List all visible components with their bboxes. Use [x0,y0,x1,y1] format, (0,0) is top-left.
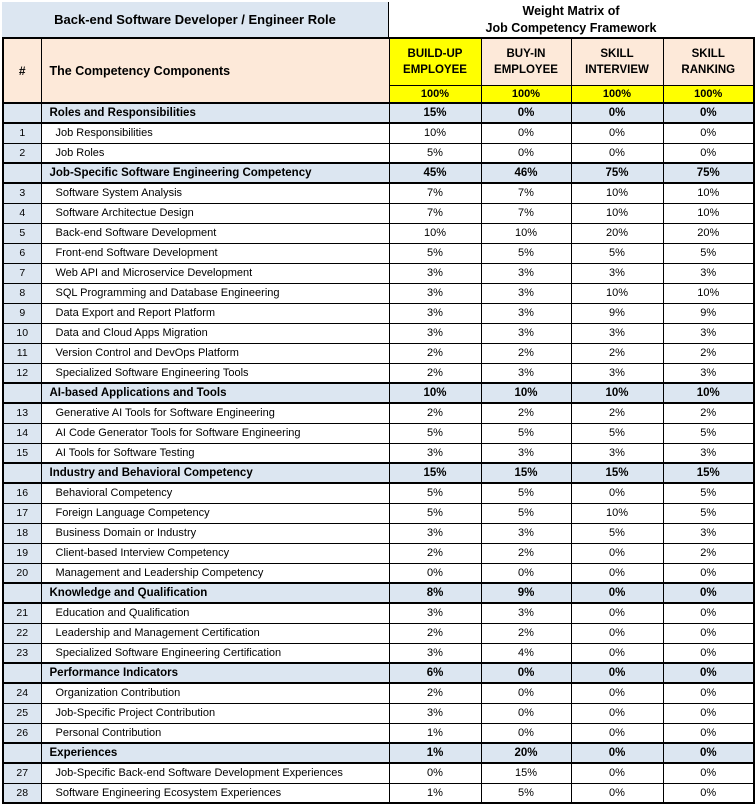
weight-value-cell: 0% [571,683,663,703]
section-row [3,103,754,123]
weight-value-cell: 10% [663,183,754,203]
weight-value-cell: 9% [571,303,663,323]
section-total-cell: 15% [663,463,754,483]
row-number-cell: 21 [3,603,41,623]
weight-value-cell: 2% [571,403,663,423]
competency-label-cell: Foreign Language Competency [41,503,389,523]
section-total-cell: 10% [481,383,571,403]
item-row [3,243,754,263]
row-number-cell: 19 [3,543,41,563]
competency-label-cell: Job Roles [41,143,389,163]
section-total-cell: 45% [389,163,481,183]
weight-value-cell: 5% [663,483,754,503]
weight-value-cell: 3% [571,263,663,283]
weight-value-cell: 0% [481,723,571,743]
weight-value-cell: 10% [571,203,663,223]
weight-value-cell: 0% [481,563,571,583]
weight-value-cell: 3% [481,283,571,303]
item-row [3,183,754,203]
section-total-cell: 0% [663,103,754,123]
weight-value-cell: 15% [481,763,571,783]
weight-value-cell: 3% [481,363,571,383]
weight-value-cell: 0% [663,643,754,663]
weight-value-cell: 3% [389,283,481,303]
competency-label-cell: AI Code Generator Tools for Software Engineering [41,423,389,443]
weight-value-cell: 3% [389,323,481,343]
weight-value-cell: 0% [663,123,754,143]
section-row [3,463,754,483]
row-number-cell: 12 [3,363,41,383]
section-total-cell: 8% [389,583,481,603]
weight-value-cell: 0% [481,683,571,703]
weight-value-cell: 2% [389,343,481,363]
competency-label-cell: Specialized Software Engineering Certification [41,643,389,663]
weight-value-cell: 0% [663,703,754,723]
column-header-line: BUY-IN [506,47,546,60]
weight-value-cell: 0% [663,723,754,743]
competency-label-cell: Generative AI Tools for Software Engineering [41,403,389,423]
matrix-title [388,2,753,37]
competency-label-cell: Web API and Microservice Development [41,263,389,283]
weight-value-cell: 3% [389,603,481,623]
weight-value-cell: 3% [663,443,754,463]
row-number-cell: 17 [3,503,41,523]
weight-value-cell: 5% [389,483,481,503]
weight-value-cell: 0% [571,703,663,723]
row-number-cell: 4 [3,203,41,223]
competency-label-cell: Software Architectue Design [41,203,389,223]
item-row [3,563,754,583]
section-total-cell: 0% [663,743,754,763]
weight-value-cell: 3% [663,323,754,343]
item-row [3,303,754,323]
row-number-cell: 18 [3,523,41,543]
weight-value-cell: 3% [389,523,481,543]
item-row [3,783,754,803]
weight-value-cell: 5% [663,503,754,523]
column-header-line: BUILD-UP [407,47,463,60]
section-total-cell: 1% [389,743,481,763]
competency-label-cell: Front-end Software Development [41,243,389,263]
item-row [3,503,754,523]
weight-value-cell: 10% [571,183,663,203]
competency-label-cell: Data Export and Report Platform [41,303,389,323]
weight-value-cell: 5% [389,503,481,523]
weight-value-cell: 5% [389,143,481,163]
weight-value-cell: 2% [389,363,481,383]
hash-column-header: # [3,38,41,103]
column-header-skill-interview [571,38,663,85]
weight-value-cell: 0% [571,763,663,783]
weight-value-cell: 0% [663,783,754,803]
weight-value-cell: 7% [389,183,481,203]
column-total-buy-in: 100% [481,85,571,103]
matrix-title-line2: Job Competency Framework [485,20,657,35]
section-title: Performance Indicators [41,663,389,683]
weight-value-cell: 0% [663,603,754,623]
section-total-cell: 6% [389,663,481,683]
section-title: Job-Specific Software Engineering Competency [41,163,389,183]
section-row [3,583,754,603]
weight-value-cell: 0% [571,723,663,743]
competency-label-cell: Job-Specific Project Contribution [41,703,389,723]
section-total-cell: 9% [481,583,571,603]
column-total-skill-ranking: 100% [663,85,754,103]
competency-label-cell: Business Domain or Industry [41,523,389,543]
column-header-row [3,38,754,85]
row-number-cell: 25 [3,703,41,723]
weight-value-cell: 20% [571,223,663,243]
weight-value-cell: 3% [481,603,571,623]
column-header-line: EMPLOYEE [403,63,467,76]
section-total-cell: 15% [481,463,571,483]
weight-value-cell: 0% [571,123,663,143]
section-number-cell [3,163,41,183]
weight-value-cell: 3% [481,323,571,343]
weight-value-cell: 0% [481,143,571,163]
column-header-line: RANKING [681,63,736,76]
weight-value-cell: 2% [481,343,571,363]
competency-label-cell: Education and Qualification [41,603,389,623]
section-total-cell: 10% [663,383,754,403]
row-number-cell: 23 [3,643,41,663]
competency-label-cell: Client-based Interview Competency [41,543,389,563]
item-row [3,343,754,363]
section-title: Industry and Behavioral Competency [41,463,389,483]
weight-value-cell: 0% [389,763,481,783]
section-total-cell: 0% [571,103,663,123]
weight-value-cell: 4% [481,643,571,663]
item-row [3,203,754,223]
section-total-cell: 0% [571,743,663,763]
weight-value-cell: 2% [571,343,663,363]
item-row [3,283,754,303]
item-row [3,123,754,143]
competency-label-cell: Behavioral Competency [41,483,389,503]
competency-label-cell: Personal Contribution [41,723,389,743]
item-row [3,683,754,703]
weight-value-cell: 5% [481,423,571,443]
weight-value-cell: 5% [663,423,754,443]
column-header-skill-ranking [663,38,754,85]
weight-value-cell: 5% [481,783,571,803]
weight-value-cell: 3% [571,443,663,463]
weight-value-cell: 0% [389,563,481,583]
column-header-build-up-employee [389,38,481,85]
row-number-cell: 9 [3,303,41,323]
weight-value-cell: 3% [481,263,571,283]
section-total-cell: 10% [571,383,663,403]
title-strip [2,2,753,37]
weight-value-cell: 2% [663,403,754,423]
weight-value-cell: 0% [571,543,663,563]
weight-value-cell: 0% [663,763,754,783]
competency-label-cell: Software System Analysis [41,183,389,203]
weight-value-cell: 0% [663,623,754,643]
competency-label-cell: Leadership and Management Certification [41,623,389,643]
section-number-cell [3,383,41,403]
row-number-cell: 7 [3,263,41,283]
weight-value-cell: 3% [663,263,754,283]
table-body [3,103,754,803]
section-row [3,383,754,403]
section-number-cell [3,103,41,123]
row-number-cell: 22 [3,623,41,643]
weight-value-cell: 5% [389,423,481,443]
weight-value-cell: 10% [571,503,663,523]
section-number-cell [3,663,41,683]
section-number-cell [3,583,41,603]
section-row [3,663,754,683]
section-total-cell: 0% [663,663,754,683]
weight-value-cell: 5% [571,243,663,263]
item-row [3,403,754,423]
weight-value-cell: 2% [389,623,481,643]
item-row [3,703,754,723]
section-total-cell: 0% [571,663,663,683]
competency-label-cell: Back-end Software Development [41,223,389,243]
section-total-cell: 15% [389,463,481,483]
competency-label-cell: Version Control and DevOps Platform [41,343,389,363]
section-title: AI-based Applications and Tools [41,383,389,403]
section-total-cell: 10% [389,383,481,403]
row-number-cell: 8 [3,283,41,303]
section-total-cell: 20% [481,743,571,763]
weight-value-cell: 3% [481,523,571,543]
weight-value-cell: 3% [389,443,481,463]
weight-value-cell: 2% [481,543,571,563]
item-row [3,223,754,243]
item-row [3,763,754,783]
weight-value-cell: 3% [481,443,571,463]
weight-value-cell: 0% [481,703,571,723]
row-number-cell: 11 [3,343,41,363]
weight-value-cell: 3% [389,303,481,323]
competency-label-cell: Management and Leadership Competency [41,563,389,583]
item-row [3,423,754,443]
weight-value-cell: 2% [663,343,754,363]
item-row [3,543,754,563]
competency-label-cell: AI Tools for Software Testing [41,443,389,463]
section-row [3,743,754,763]
weight-value-cell: 2% [481,403,571,423]
weight-value-cell: 10% [389,223,481,243]
section-total-cell: 46% [481,163,571,183]
column-total-build-up: 100% [389,85,481,103]
competency-label-cell: Software Engineering Ecosystem Experiences [41,783,389,803]
section-total-cell: 0% [481,103,571,123]
section-total-cell: 15% [571,463,663,483]
weight-value-cell: 3% [571,363,663,383]
weight-matrix-table [2,37,755,804]
weight-value-cell: 7% [389,203,481,223]
row-number-cell: 13 [3,403,41,423]
weight-value-cell: 3% [389,703,481,723]
row-number-cell: 5 [3,223,41,243]
section-total-cell: 15% [389,103,481,123]
column-total-skill-interview: 100% [571,85,663,103]
row-number-cell: 3 [3,183,41,203]
weight-value-cell: 3% [571,323,663,343]
item-row [3,443,754,463]
section-row [3,163,754,183]
competency-label-cell: Specialized Software Engineering Tools [41,363,389,383]
section-total-cell: 75% [663,163,754,183]
weight-value-cell: 0% [663,683,754,703]
column-header-line: SKILL [600,47,634,60]
item-row [3,323,754,343]
row-number-cell: 10 [3,323,41,343]
section-total-cell: 0% [663,583,754,603]
weight-value-cell: 5% [481,483,571,503]
row-number-cell: 1 [3,123,41,143]
weight-value-cell: 3% [389,643,481,663]
weight-value-cell: 5% [389,243,481,263]
competency-label-cell: SQL Programming and Database Engineering [41,283,389,303]
weight-value-cell: 0% [663,143,754,163]
weight-value-cell: 2% [389,403,481,423]
competency-label-cell: Job Responsibilities [41,123,389,143]
section-number-cell [3,463,41,483]
section-title: Roles and Responsibilities [41,103,389,123]
row-number-cell: 14 [3,423,41,443]
weight-value-cell: 0% [571,783,663,803]
section-number-cell [3,743,41,763]
weight-value-cell: 2% [663,543,754,563]
weight-value-cell: 2% [481,623,571,643]
section-title: Knowledge and Qualification [41,583,389,603]
item-row [3,263,754,283]
weight-value-cell: 0% [571,603,663,623]
item-row [3,143,754,163]
weight-value-cell: 5% [571,523,663,543]
column-header-line: SKILL [691,47,725,60]
column-header-line: EMPLOYEE [494,63,558,76]
weight-value-cell: 0% [571,143,663,163]
weight-value-cell: 5% [481,243,571,263]
row-number-cell: 28 [3,783,41,803]
section-title: Experiences [41,743,389,763]
weight-value-cell: 1% [389,783,481,803]
row-number-cell: 16 [3,483,41,503]
section-total-cell: 75% [571,163,663,183]
weight-value-cell: 10% [481,223,571,243]
item-row [3,603,754,623]
weight-value-cell: 0% [571,623,663,643]
weight-value-cell: 3% [663,523,754,543]
item-row [3,483,754,503]
column-header-buy-in-employee [481,38,571,85]
row-number-cell: 2 [3,143,41,163]
item-row [3,643,754,663]
weight-value-cell: 0% [571,563,663,583]
weight-value-cell: 3% [481,303,571,323]
item-row [3,523,754,543]
competency-label-cell: Data and Cloud Apps Migration [41,323,389,343]
weight-value-cell: 0% [663,563,754,583]
weight-value-cell: 20% [663,223,754,243]
row-number-cell: 27 [3,763,41,783]
weight-value-cell: 7% [481,203,571,223]
weight-value-cell: 9% [663,303,754,323]
row-number-cell: 24 [3,683,41,703]
weight-value-cell: 10% [663,203,754,223]
weight-value-cell: 0% [571,643,663,663]
row-number-cell: 26 [3,723,41,743]
row-number-cell: 6 [3,243,41,263]
matrix-title-line1: Weight Matrix of [522,4,620,19]
row-number-cell: 15 [3,443,41,463]
weight-value-cell: 5% [571,423,663,443]
item-row [3,723,754,743]
weight-value-cell: 10% [663,283,754,303]
section-total-cell: 0% [571,583,663,603]
weight-value-cell: 5% [481,503,571,523]
weight-value-cell: 1% [389,723,481,743]
item-row [3,363,754,383]
item-row [3,623,754,643]
components-column-header: The Competency Components [41,38,389,103]
section-total-cell: 0% [481,663,571,683]
weight-value-cell: 10% [571,283,663,303]
role-title: Back-end Software Developer / Engineer Role [2,2,388,37]
weight-value-cell: 2% [389,543,481,563]
weight-value-cell: 10% [389,123,481,143]
column-header-line: INTERVIEW [585,63,649,76]
weight-value-cell: 0% [571,483,663,503]
weight-value-cell: 7% [481,183,571,203]
weight-value-cell: 0% [481,123,571,143]
competency-label-cell: Organization Contribution [41,683,389,703]
row-number-cell: 20 [3,563,41,583]
weight-value-cell: 5% [663,243,754,263]
weight-value-cell: 3% [663,363,754,383]
competency-label-cell: Job-Specific Back-end Software Development Experiences [41,763,389,783]
weight-value-cell: 3% [389,263,481,283]
weight-value-cell: 2% [389,683,481,703]
